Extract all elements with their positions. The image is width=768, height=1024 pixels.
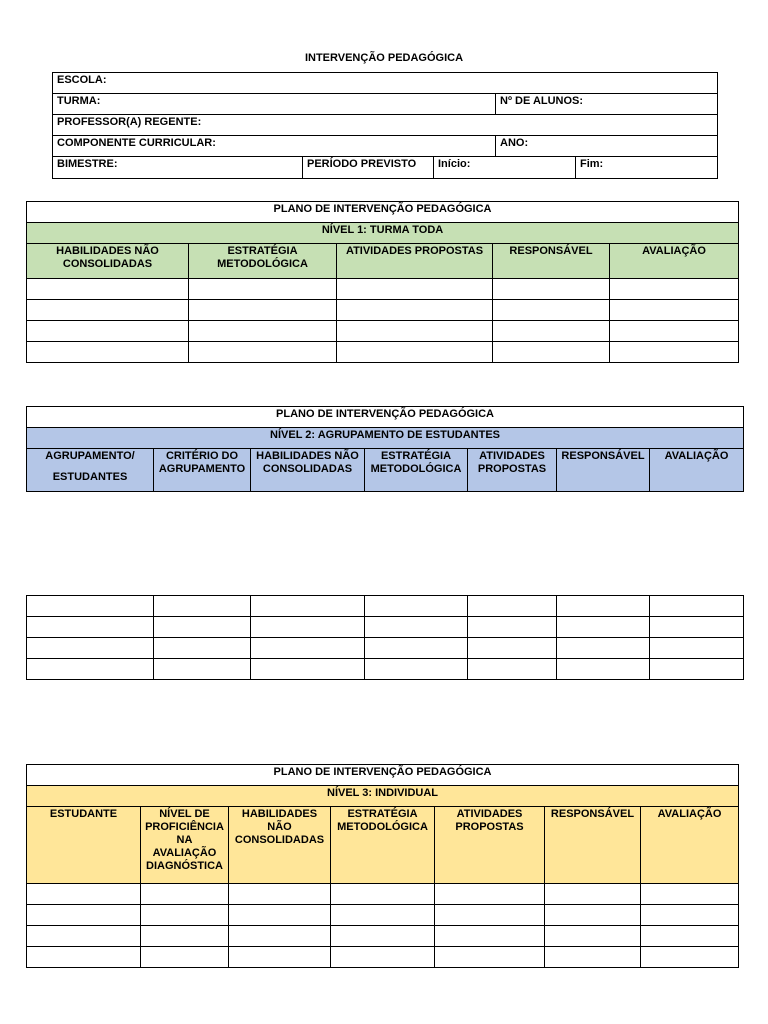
plan2-title: PLANO DE INTERVENÇÃO PEDAGÓGICA: [27, 407, 744, 428]
table-cell[interactable]: [154, 638, 251, 659]
table-cell[interactable]: [27, 884, 141, 905]
table-row: [27, 947, 739, 968]
table-cell[interactable]: [557, 659, 650, 680]
table-row: [27, 342, 739, 363]
plan2-header: CRITÉRIO DO AGRUPAMENTO: [154, 449, 251, 492]
table-cell[interactable]: [435, 947, 545, 968]
table-cell[interactable]: [141, 926, 229, 947]
plan1-title: PLANO DE INTERVENÇÃO PEDAGÓGICA: [27, 202, 739, 223]
table-cell[interactable]: [27, 947, 141, 968]
plan2-rows-table: [26, 595, 744, 680]
table-row: [27, 638, 744, 659]
plan3-header: HABILIDADES NÃO CONSOLIDADAS: [229, 807, 331, 884]
plan2-header: RESPONSÁVEL: [557, 449, 650, 492]
plan2-level: NÍVEL 2: AGRUPAMENTO DE ESTUDANTES: [27, 428, 744, 449]
plan3-title: PLANO DE INTERVENÇÃO PEDAGÓGICA: [27, 765, 739, 786]
table-cell[interactable]: [27, 638, 154, 659]
table-cell[interactable]: [337, 279, 493, 300]
plan2-header: [27, 449, 154, 492]
plan2-header: AVALIAÇÃO: [650, 449, 744, 492]
table-cell[interactable]: [337, 300, 493, 321]
table-cell[interactable]: [27, 321, 189, 342]
table-row: [27, 279, 739, 300]
plan1-level: NÍVEL 1: TURMA TODA: [27, 223, 739, 244]
plan3-level: NÍVEL 3: INDIVIDUAL: [27, 786, 739, 807]
table-cell[interactable]: [141, 884, 229, 905]
table-cell[interactable]: [189, 279, 337, 300]
plan2-header-table: [26, 406, 744, 492]
table-cell[interactable]: [545, 947, 641, 968]
plan1-header: HABILIDADES NÃO CONSOLIDADAS: [27, 244, 189, 279]
table-cell[interactable]: [610, 279, 739, 300]
table-cell[interactable]: [435, 884, 545, 905]
plan2-header: ESTRATÉGIA METODOLÓGICA: [365, 449, 468, 492]
table-cell[interactable]: [557, 638, 650, 659]
table-cell[interactable]: [493, 321, 610, 342]
table-cell[interactable]: [141, 905, 229, 926]
plan1-header: ESTRATÉGIA METODOLÓGICA: [189, 244, 337, 279]
table-cell[interactable]: [141, 947, 229, 968]
plan1-header: AVALIAÇÃO: [610, 244, 739, 279]
table-cell[interactable]: [337, 321, 493, 342]
table-cell[interactable]: [641, 905, 739, 926]
table-cell[interactable]: [331, 947, 435, 968]
table-cell[interactable]: [610, 300, 739, 321]
bimestre-field[interactable]: BIMESTRE:: [53, 157, 303, 179]
table-row: [27, 300, 739, 321]
table-cell[interactable]: [557, 617, 650, 638]
table-cell[interactable]: [650, 617, 744, 638]
plan3-header: ESTRATÉGIA METODOLÓGICA: [331, 807, 435, 884]
table-cell[interactable]: [27, 617, 154, 638]
table-cell[interactable]: [365, 617, 468, 638]
num-alunos-field[interactable]: Nº DE ALUNOS:: [496, 94, 718, 115]
plan3-header: RESPONSÁVEL: [545, 807, 641, 884]
table-cell[interactable]: [468, 659, 557, 680]
plan1-header: RESPONSÁVEL: [493, 244, 610, 279]
plan3-header: AVALIAÇÃO: [641, 807, 739, 884]
table-cell[interactable]: [27, 300, 189, 321]
plan3-header: ESTUDANTE: [27, 807, 141, 884]
table-cell[interactable]: [365, 638, 468, 659]
periodo-label: PERÍODO PREVISTO: [303, 157, 434, 179]
table-cell[interactable]: [650, 638, 744, 659]
table-cell[interactable]: [251, 596, 365, 617]
table-cell[interactable]: [545, 884, 641, 905]
table-row: [27, 659, 744, 680]
table-cell[interactable]: [493, 300, 610, 321]
table-cell[interactable]: [468, 596, 557, 617]
table-row: [27, 596, 744, 617]
plan2-header-line: ESTUDANTES: [52, 471, 128, 483]
table-cell[interactable]: [641, 947, 739, 968]
table-cell[interactable]: [154, 596, 251, 617]
document-title: INTERVENÇÃO PEDAGÓGICA: [304, 52, 464, 64]
table-cell[interactable]: [641, 926, 739, 947]
table-cell[interactable]: [365, 596, 468, 617]
table-row: [27, 884, 739, 905]
table-cell[interactable]: [557, 596, 650, 617]
table-cell[interactable]: [229, 905, 331, 926]
table-cell[interactable]: [189, 300, 337, 321]
info-table: [52, 72, 718, 179]
table-cell[interactable]: [468, 638, 557, 659]
table-cell[interactable]: [610, 342, 739, 363]
table-cell[interactable]: [27, 926, 141, 947]
table-cell[interactable]: [229, 884, 331, 905]
table-cell[interactable]: [650, 596, 744, 617]
table-cell[interactable]: [154, 617, 251, 638]
table-cell[interactable]: [493, 342, 610, 363]
table-cell[interactable]: [365, 659, 468, 680]
plan2-header-line: AGRUPAMENTO/: [45, 450, 135, 462]
table-cell[interactable]: [189, 321, 337, 342]
table-cell[interactable]: [251, 617, 365, 638]
table-cell[interactable]: [229, 947, 331, 968]
plan3-table: [26, 764, 739, 968]
plan1-table: [26, 201, 739, 363]
table-cell[interactable]: [468, 617, 557, 638]
table-cell[interactable]: [337, 342, 493, 363]
table-cell[interactable]: [27, 659, 154, 680]
inicio-field[interactable]: Início:: [434, 157, 576, 179]
table-row: [27, 321, 739, 342]
table-cell[interactable]: [27, 279, 189, 300]
table-cell[interactable]: [435, 926, 545, 947]
turma-field[interactable]: TURMA:: [53, 94, 496, 115]
table-row: [27, 926, 739, 947]
fim-field[interactable]: Fim:: [576, 157, 718, 179]
table-cell[interactable]: [27, 905, 141, 926]
componente-field[interactable]: COMPONENTE CURRICULAR:: [53, 136, 496, 157]
table-cell[interactable]: [610, 321, 739, 342]
table-cell[interactable]: [331, 884, 435, 905]
table-row: [27, 905, 739, 926]
escola-field[interactable]: ESCOLA:: [53, 73, 718, 94]
plan2-header: ATIVIDADES PROPOSTAS: [468, 449, 557, 492]
table-cell[interactable]: [229, 926, 331, 947]
plan2-header: HABILIDADES NÃO CONSOLIDADAS: [251, 449, 365, 492]
plan3-header: ATIVIDADES PROPOSTAS: [435, 807, 545, 884]
ano-field[interactable]: ANO:: [496, 136, 718, 157]
table-cell[interactable]: [650, 659, 744, 680]
table-cell[interactable]: [545, 905, 641, 926]
plan3-header: NÍVEL DE PROFICIÊNCIA NA AVALIAÇÃO DIAGNÓSTICA: [141, 807, 229, 884]
table-cell[interactable]: [154, 659, 251, 680]
table-cell[interactable]: [545, 926, 641, 947]
plan1-header: ATIVIDADES PROPOSTAS: [337, 244, 493, 279]
table-cell[interactable]: [331, 926, 435, 947]
table-cell[interactable]: [493, 279, 610, 300]
table-cell[interactable]: [641, 884, 739, 905]
table-cell[interactable]: [251, 638, 365, 659]
table-cell[interactable]: [27, 596, 154, 617]
professor-field[interactable]: PROFESSOR(A) REGENTE:: [53, 115, 718, 136]
table-cell[interactable]: [435, 905, 545, 926]
table-row: [27, 617, 744, 638]
table-cell[interactable]: [331, 905, 435, 926]
table-cell[interactable]: [27, 342, 189, 363]
table-cell[interactable]: [251, 659, 365, 680]
table-cell[interactable]: [189, 342, 337, 363]
